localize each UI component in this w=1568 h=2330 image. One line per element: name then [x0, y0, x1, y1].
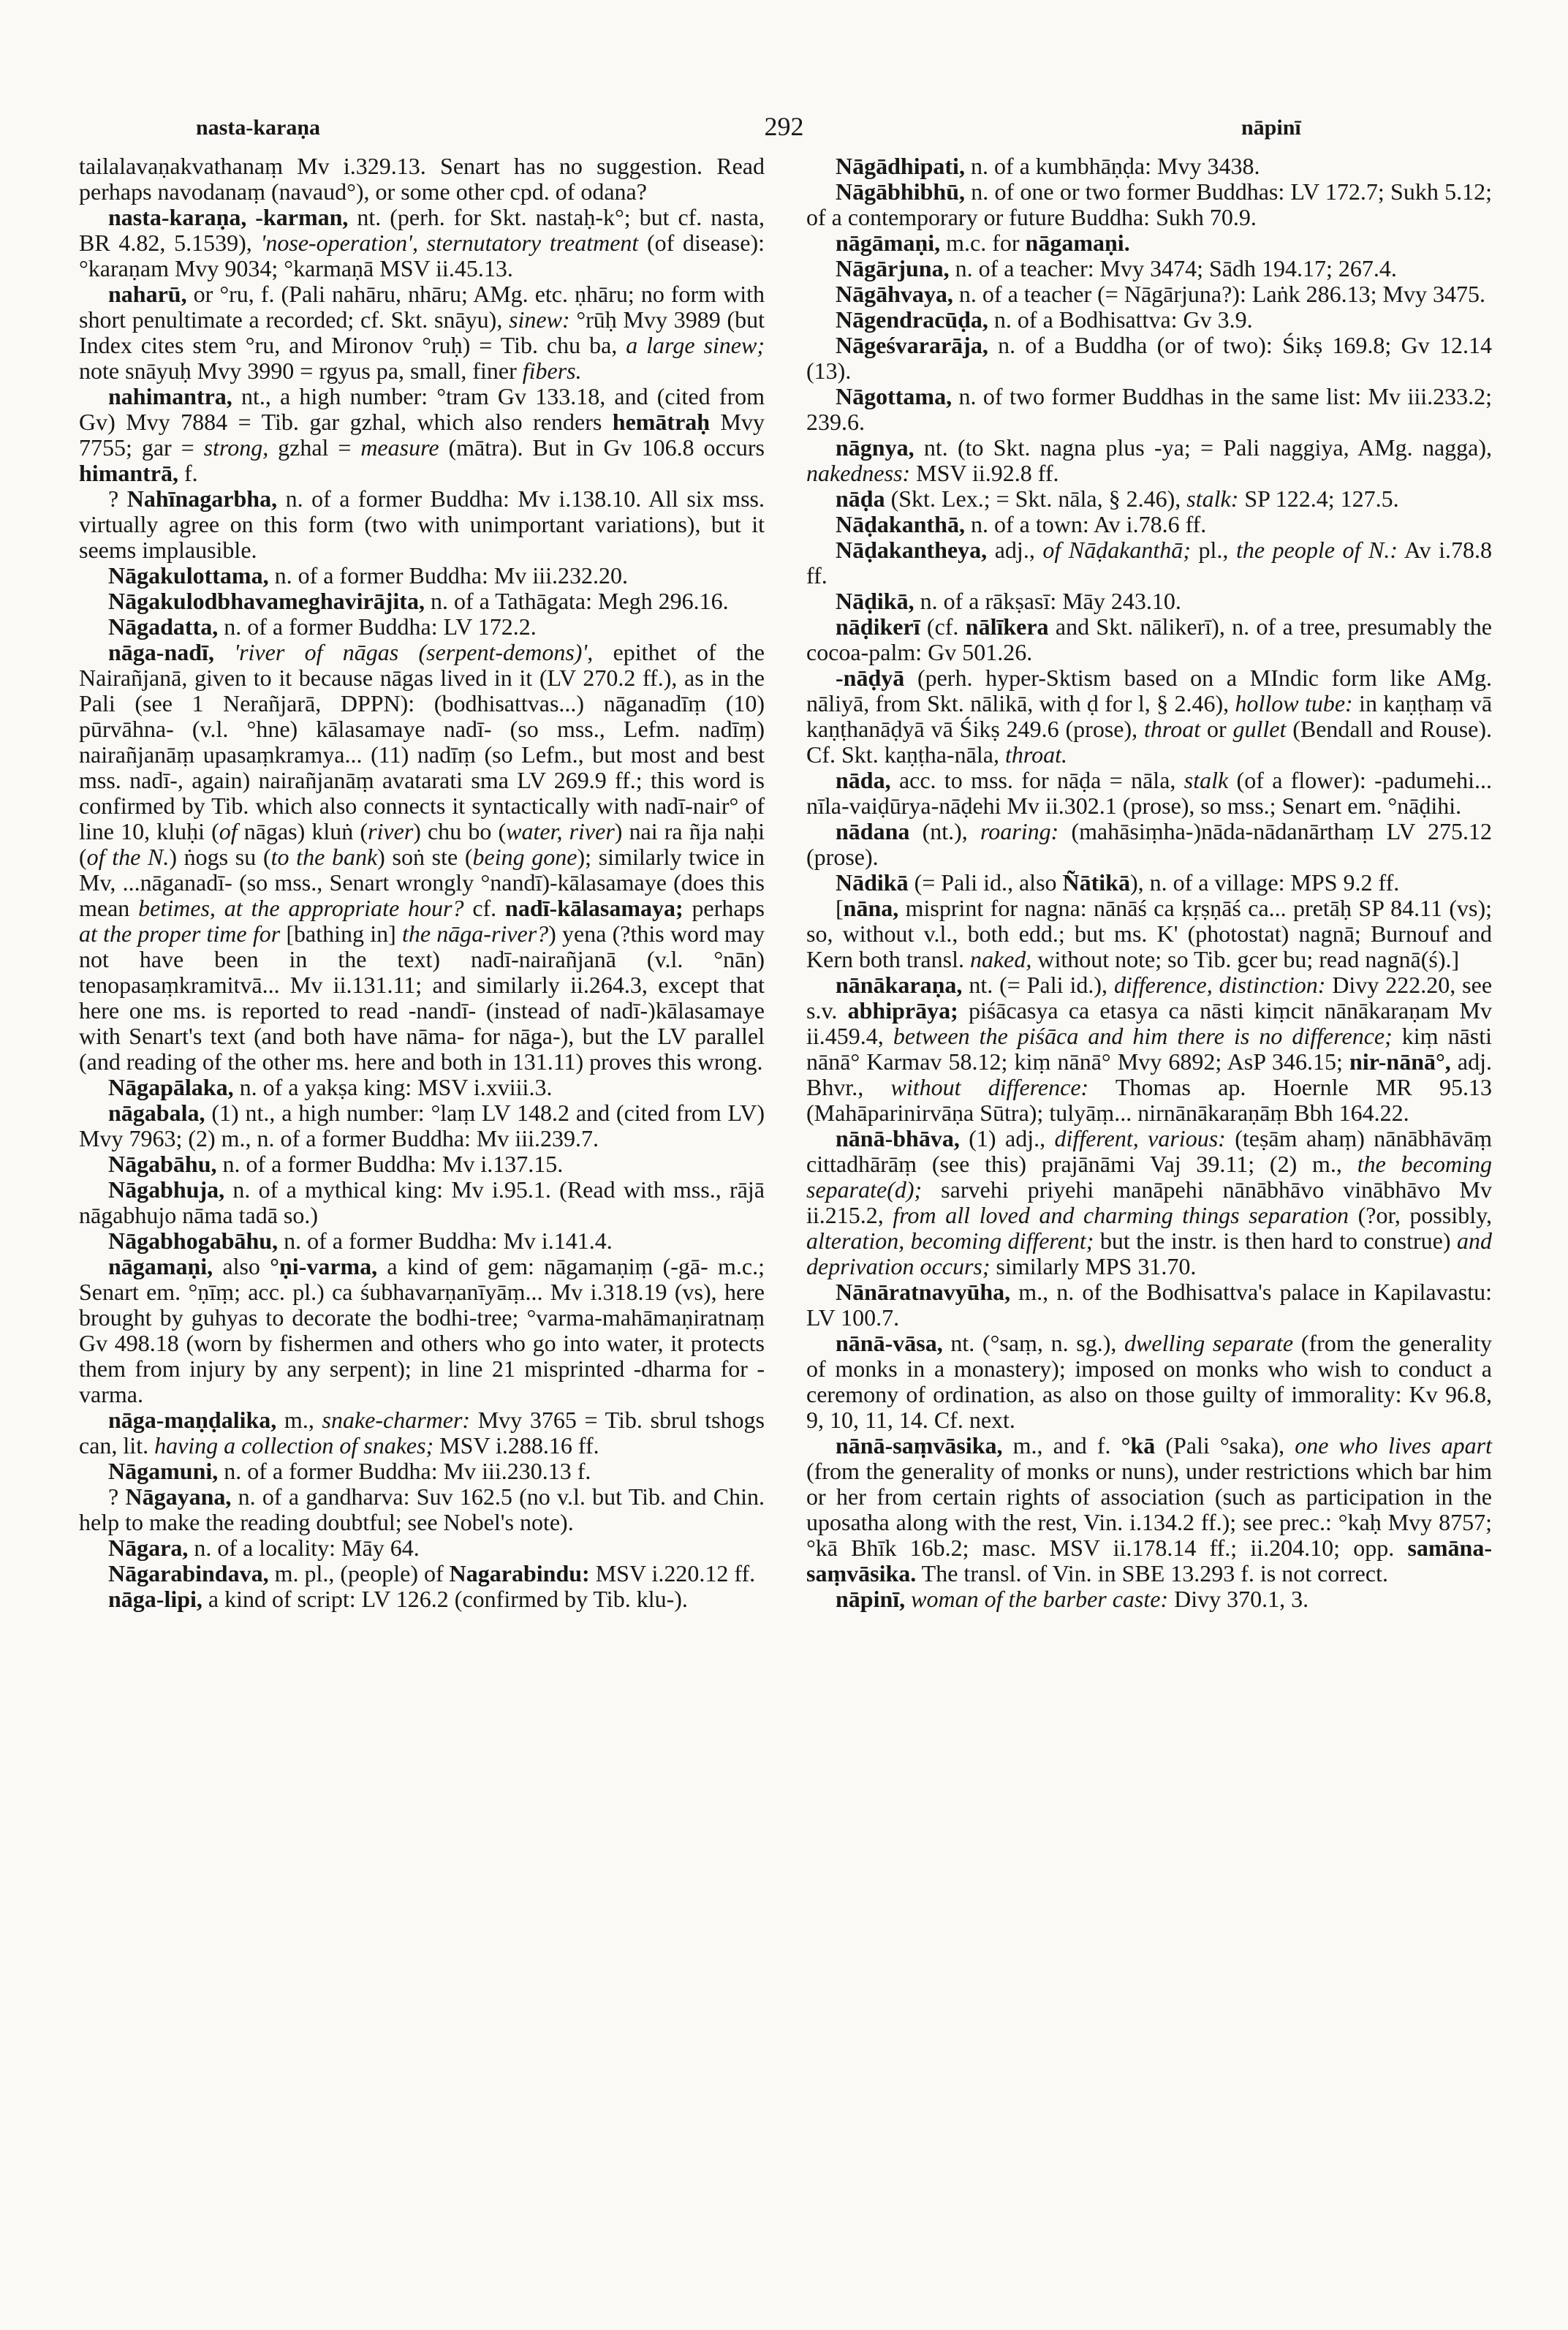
text-run: alteration, becoming different; [806, 1228, 1094, 1254]
text-run: without note; so Tib. gcer bu; read nagnā(ś).] [1031, 946, 1460, 972]
text-run: n. of a mythical king: Mv i.95.1. (Read with mss., rājā nāgabhujo nāma tadā so.) [79, 1176, 765, 1228]
dictionary-entry [806, 665, 1492, 768]
dictionary-entry [806, 1433, 1492, 1586]
text-run: nāgabala, [108, 1100, 205, 1126]
text-run: Nāgapālaka, [108, 1074, 234, 1100]
text-run: °rūḥ Mvy 3989 (but Index cites stem °ru, and Mironov °ruḥ) = Tib. chu ba, [79, 306, 765, 358]
text-run: nāgamaṇi. [1025, 230, 1130, 256]
dictionary-entry [79, 563, 765, 589]
text-run: ? [108, 1483, 126, 1510]
text-run: misprint for nagna: nānāś ca kṛṣṇāś ca... pretāḥ SP 84.11 (vs); so, without v.l., both edd.; but ms. K' (photostat) nagnā; Burnouf and Kern both transl. [806, 895, 1492, 972]
text-run: Nahīnagarbha, [126, 485, 278, 512]
dictionary-entry [79, 589, 765, 614]
text-run: (from the generality of monks in a monastery); imposed on monks who wish to conduct a ceremony of ordination, as also on those guilty of immorality: Kv 96.8, 9, 10, 11, 14. Cf. next. [806, 1330, 1493, 1433]
text-run: nāga-nadī, [108, 639, 214, 665]
text-run: Nāgakulodbhavameghavirājita, [108, 588, 425, 614]
text-run: Mvy 3765 = Tib. sbrul tshogs can, lit. [79, 1407, 765, 1459]
dictionary-page [0, 112, 1568, 2330]
text-run: gzhal = [268, 434, 361, 461]
text-run: Mvy 7755; gar = [79, 409, 765, 461]
text-run: nāḍa [836, 485, 885, 512]
text-run: m., and f. [1002, 1432, 1121, 1459]
text-run: ) ṅogs su ( [169, 844, 271, 870]
text-run: to the bank [270, 844, 378, 870]
text-run: himantrā, [79, 460, 178, 486]
text-run: m., [276, 1407, 322, 1433]
dictionary-entry [806, 512, 1492, 537]
text-run: m., n. of the Bodhisattva's palace in Kapilavastu: LV 100.7. [806, 1279, 1492, 1331]
text-run: between the piśāca and him there is no difference; [893, 1023, 1393, 1049]
text-run: river [368, 818, 414, 844]
text-run: a kind of gem: nāgamaṇiṃ (-gā- m.c.; Senart em. °ṇīṃ; acc. pl.) ca śubhavarṇanīyāṃ... Mv i.318.19 (vs), here brought by guhyas to decorate the bodhi-tree; °varma-mahāmaṇiratnaṃ Gv 498.18 (worn by fishermen and others who go into water, it protects them from injury by any serpent); in line 21 misprinted -dharma for -varma. [79, 1253, 765, 1407]
text-run: a large sinew; [626, 332, 765, 358]
text-run: Thomas ap. Hoernle MR 95.13 (Mahāparinirvāṇa Sūtra); tulyāṃ... nirnānākaraṇāṃ Bbh 164.22. [806, 1074, 1493, 1126]
text-run: strong, [203, 434, 269, 461]
text-run: Nāgara, [108, 1535, 189, 1561]
dictionary-entry [79, 1561, 765, 1586]
text-run: (?or, possibly, [1349, 1202, 1493, 1228]
text-run: Nāgayana, [125, 1483, 232, 1510]
text-run: nt. (°saṃ, n. sg.), [942, 1330, 1125, 1356]
text-run: (cf. [920, 613, 966, 640]
text-run: fibers. [522, 358, 582, 384]
text-run: MSV i.220.12 ff. [589, 1560, 756, 1586]
text-run: nāgnya, [836, 434, 914, 461]
text-run: Nāḍakantheya, [836, 537, 988, 563]
text-run: nāga-maṇḍalika, [108, 1407, 277, 1433]
dictionary-entry [79, 1459, 765, 1484]
text-run: ) chu bo ( [413, 818, 507, 844]
text-run: and Skt. nālikerī), n. of a tree, presumably the cocoa-palm: Gv 501.26. [806, 613, 1493, 665]
text-run: nānā-vāsa, [836, 1330, 943, 1356]
text-run: nahimantra, [108, 383, 232, 409]
text-run: (nt.), [909, 818, 980, 844]
text-run: from all loved and charming things separation [893, 1202, 1349, 1228]
text-run: nt. (= Pali id.), [962, 972, 1114, 998]
dictionary-entry [79, 1586, 765, 1612]
dictionary-entry [806, 972, 1492, 1126]
text-run: m. pl., (people) of [268, 1560, 450, 1586]
dictionary-entry [806, 870, 1492, 896]
text-run: at the proper time for [79, 920, 281, 947]
text-run: Divy 222.20, see s.v. [806, 972, 1493, 1024]
dictionary-entry [806, 256, 1492, 281]
text-run: Nāgarabindava, [108, 1560, 269, 1586]
text-run: Ñātikā [1062, 869, 1130, 896]
text-run: SP 122.4; 127.5. [1238, 485, 1399, 512]
text-run: Nāḍakanthā, [836, 511, 965, 537]
text-run: nālīkera [965, 613, 1049, 640]
text-run: n. of a gandharva: Suv 162.5 (no v.l. but Tib. and Chin. help to make the reading doubtful; see Nobel's note). [79, 1483, 765, 1535]
dictionary-entry [79, 1151, 765, 1177]
text-run: acc. to mss. for nāḍa = nāla, [890, 767, 1184, 793]
text-run: n. of a Tathāgata: Megh 296.16. [424, 588, 729, 614]
text-run: the nāga-river? [402, 920, 549, 947]
text-run: n. of a rākṣasī: Māy 243.10. [914, 588, 1181, 614]
text-run: Nāgāhvaya, [836, 281, 953, 307]
dictionary-entry [79, 1228, 765, 1254]
text-run: Nāgendracūḍa, [836, 306, 988, 333]
dictionary-entry [79, 1484, 765, 1535]
left-column [79, 154, 765, 1612]
text-run: ), n. of a village: MPS 9.2 ff. [1129, 869, 1400, 896]
text-run: Nāḍikā, [836, 588, 914, 614]
text-run: water, river [506, 818, 615, 844]
text-run: [ [836, 895, 844, 921]
text-run: Nāgārjuna, [836, 255, 950, 281]
text-run: nānā-saṃvāsika, [836, 1432, 1003, 1459]
text-run: of the N. [86, 844, 170, 870]
text-run: adj., [987, 537, 1043, 563]
text-run: nāḍikerī [836, 613, 920, 640]
dictionary-entry [79, 281, 765, 384]
text-run: 'nose-operation', sternutatory treatment [260, 230, 639, 256]
text-columns [0, 149, 1568, 1612]
text-run: Nāgābhibhū, [836, 178, 965, 205]
text-run: nādana [836, 818, 910, 844]
text-run: stalk [1183, 767, 1229, 793]
text-run: Nāgadatta, [108, 613, 219, 640]
text-run: °ṇi-varma, [270, 1253, 378, 1279]
dictionary-entry [79, 154, 765, 205]
text-run: a kind of script: LV 126.2 (confirmed by Tib. klu-). [202, 1586, 688, 1612]
text-run: also [213, 1253, 270, 1279]
text-run: n. of a former Buddha: Mv i.138.10. All six mss. virtually agree on this form (two with unimportant variations), but it seems implausible. [79, 485, 765, 563]
text-run: of [219, 818, 238, 844]
text-run: without difference: [890, 1074, 1089, 1100]
text-run: nānā-bhāva, [836, 1125, 960, 1151]
dictionary-entry [806, 1279, 1492, 1331]
text-run: Nāgabhogabāhu, [108, 1228, 279, 1254]
text-run: The transl. of Vin. in SBE 13.293 f. is not correct. [916, 1560, 1388, 1586]
text-run: ) soṅ ste ( [377, 844, 473, 870]
text-run: (mātra). But in Gv 106.8 occurs [439, 434, 765, 461]
text-run: (perh. hyper-Sktism based on a MIndic form like AMg. nāliyā, from Skt. nālikā, with ḍ for l, § 2.46), [806, 665, 1492, 716]
dictionary-entry [79, 1075, 765, 1100]
text-run: (Pali °saka), [1155, 1432, 1295, 1459]
dictionary-entry [806, 1331, 1492, 1433]
text-run: n. of a teacher (= Nāgārjuna?): Laṅk 286.13; Mvy 3475. [952, 281, 1485, 307]
text-run: having a collection of snakes; [154, 1432, 434, 1459]
text-run [214, 639, 234, 665]
text-run: ) yena (?this word may not have been in the text) nadī-nairañjanā (v.l. °nān) tenopasaṃkramitvā... Mv ii.131.11; and similarly ii.264.3, except that here one ms. is reported to read -nandī- (instead of nadī-)kālasamaye with Senart's text (and both have nāma- for nāga-), but the LV parallel (and reading of the other ms. here and both in 131.11) proves this wrong. [79, 920, 765, 1075]
text-run: nadī-kālasamaya; [505, 895, 683, 921]
text-run: in kaṇṭhaṃ vā kaṇṭhanāḍyā vā Śikṣ 249.6 (prose), [806, 690, 1493, 742]
text-run: woman of the barber caste: [911, 1586, 1169, 1612]
text-run: Nāgabhuja, [108, 1176, 225, 1203]
text-run: cf. [463, 895, 506, 921]
text-run: throat [1144, 716, 1201, 742]
text-run: Nādikā [836, 869, 909, 896]
text-run: °kā [1121, 1432, 1156, 1459]
text-run: nāda, [836, 767, 891, 793]
dictionary-entry [806, 435, 1492, 486]
dictionary-entry [806, 614, 1492, 665]
text-run: ) nai ra ñja naḥi ( [79, 818, 765, 870]
text-run: n. of a locality: Māy 64. [188, 1535, 420, 1561]
text-run: Nagarabindu: [449, 1560, 590, 1586]
guide-word-right: nāpinī [1241, 116, 1301, 140]
dictionary-entry [79, 614, 765, 640]
text-run: Nāgamuni, [108, 1458, 219, 1484]
dictionary-entry [79, 486, 765, 563]
text-run: gullet [1232, 716, 1287, 742]
dictionary-entry [79, 384, 765, 486]
text-run: one who lives apart [1295, 1432, 1493, 1459]
text-run: Nāgottama, [836, 383, 952, 409]
dictionary-entry [806, 768, 1492, 819]
right-column [806, 154, 1492, 1612]
text-run: n. of a former Buddha: Mv iii.232.20. [268, 562, 629, 589]
text-run: different, various: [1054, 1125, 1226, 1151]
text-run: ); similarly twice in Mv, ...nāganadī- (so mss., Senart wrongly °nandī)-kālasamaye (does this mean [79, 844, 765, 921]
text-run: difference, distinction: [1113, 972, 1326, 998]
page-header [0, 112, 1568, 149]
text-run: but the instr. is then hard to construe) [1094, 1228, 1458, 1254]
text-run: MSV i.288.16 ff. [433, 1432, 599, 1459]
text-run: note snāyuḥ Mvy 3990 = rgyus pa, small, finer [79, 358, 523, 384]
text-run: perhaps [683, 895, 765, 921]
dictionary-entry [806, 1126, 1492, 1279]
dictionary-entry [806, 819, 1492, 870]
text-run: throat. [1004, 741, 1067, 768]
text-run: (of disease): °karaṇam Mvy 9034; °karmaṇā MSV ii.45.13. [79, 230, 765, 281]
dictionary-entry [79, 1254, 765, 1407]
text-run: 'river of nāgas (serpent-demons)', [234, 639, 594, 665]
text-run: Nāgādhipati, [836, 153, 965, 179]
text-run: the becoming separate(d); [806, 1151, 1493, 1203]
text-run: n. of a former Buddha: Mv i.137.15. [216, 1151, 564, 1177]
dictionary-entry [806, 281, 1492, 307]
text-run: Nāgabāhu, [108, 1151, 217, 1177]
dictionary-entry [79, 1100, 765, 1151]
dictionary-entry [79, 1535, 765, 1561]
text-run: nāgāmaṇi, [836, 230, 941, 256]
text-run: (1) adj., [959, 1125, 1055, 1151]
text-run: (Skt. Lex.; = Skt. nāla, § 2.46), [885, 485, 1187, 512]
dictionary-entry [79, 640, 765, 1075]
dictionary-entry [806, 486, 1492, 512]
text-run: of Nāḍakanthā; [1042, 537, 1191, 563]
text-run: [bathing in] [280, 920, 402, 947]
text-run [905, 1586, 911, 1612]
text-run: kiṃ nāsti nānā° Karmav 58.12; kiṃ nānā° Mvy 6892; AsP 346.15; [806, 1023, 1493, 1075]
text-run: ? [108, 485, 127, 512]
text-run: being gone [472, 844, 577, 870]
text-run: nasta-karaṇa, -karman, [108, 204, 349, 230]
text-run: (teṣām ahaṃ) nānābhāvāṃ cittadhārāṃ (see this) prajānāmi Vaj 39.11; (2) m., [806, 1125, 1493, 1177]
text-run: betimes, at the appropriate hour? [138, 895, 464, 921]
dictionary-entry [806, 333, 1492, 384]
text-run: or [1200, 716, 1233, 742]
text-run: nāna, [843, 895, 899, 921]
text-run: the people of N.: [1236, 537, 1398, 563]
text-run: measure [360, 434, 439, 461]
text-run: n. of a Bodhisattva: Gv 3.9. [988, 306, 1253, 333]
text-run: n. of one or two former Buddhas: LV 172.7; Sukh 5.12; of a contemporary or future Buddha: Sukh 70.9. [806, 178, 1492, 230]
text-run: nir-nānā°, [1349, 1048, 1451, 1075]
dictionary-entry [806, 154, 1492, 179]
text-run: or °ru, f. (Pali nahāru, nhāru; AMg. etc. ṇhāru; no form with short penultimate a recorded; cf. Skt. snāyu), [79, 281, 765, 333]
text-run: MSV ii.92.8 ff. [910, 460, 1059, 486]
text-run: sarvehi priyehi manāpehi nānābhāvo vinābhāvo Mv ii.215.2, [806, 1176, 1492, 1228]
text-run: f. [178, 460, 198, 486]
text-run: nāga-lipi, [108, 1586, 202, 1612]
text-run: roaring: [980, 818, 1059, 844]
page-number: 292 [764, 112, 804, 141]
text-run: Av i.78.8 ff. [806, 537, 1493, 589]
text-run: Divy 370.1, 3. [1168, 1586, 1309, 1612]
dictionary-entry [806, 230, 1492, 256]
text-run: (mahāsiṃha-)nāda-nādanārthaṃ LV 275.12 (prose). [806, 818, 1493, 870]
text-run: (Bendall and Rouse). Cf. Skt. kaṇṭha-nāla, [806, 716, 1493, 768]
text-run: tailalavaṇakvathanaṃ Mv i.329.13. Senart has no suggestion. Read perhaps navodanaṃ (navaud°), or some other cpd. of odana? [79, 153, 765, 205]
text-run: nāgamaṇi, [108, 1253, 213, 1279]
text-run: n. of two former Buddhas in the same list: Mv iii.233.2; 239.6. [806, 383, 1492, 435]
text-run: (of a flower): -padumehi... nīla-vaiḍūrya-nāḍehi Mv ii.302.1 (prose), so mss.; Senart em. °nāḍihi. [806, 767, 1493, 819]
text-run: stalk: [1186, 485, 1239, 512]
text-run: samāna-saṃvāsika. [806, 1535, 1492, 1586]
text-run: hemātraḥ [612, 409, 711, 435]
text-run: n. of a kumbhāṇḍa: Mvy 3438. [964, 153, 1260, 179]
dictionary-entry [79, 1177, 765, 1228]
dictionary-entry [79, 1407, 765, 1459]
text-run: nānākaraṇa, [836, 972, 963, 998]
text-run: hollow tube: [1235, 690, 1353, 716]
text-run: nt., a high number: °tram Gv 133.18, and (cited from Gv) Mvy 7884 = Tib. gar gzhal, which also renders [79, 383, 765, 435]
text-run: similarly MPS 31.70. [990, 1253, 1197, 1279]
dictionary-entry [806, 307, 1492, 333]
dictionary-entry [806, 384, 1492, 435]
text-run: n. of a town: Av i.78.6 ff. [964, 511, 1207, 537]
text-run: nāpinī, [836, 1586, 906, 1612]
text-run: (1) nt., a high number: °laṃ LV 148.2 and (cited from LV) Mvy 7963; (2) m., n. of a former Buddha: Mv iii.239.7. [79, 1100, 765, 1151]
text-run: sinew: [509, 306, 570, 333]
text-run: Nāgakulottama, [108, 562, 269, 589]
text-run: and deprivation occurs; [806, 1228, 1493, 1279]
text-run: pl., [1190, 537, 1237, 563]
text-run: abhiprāya; [847, 997, 958, 1024]
text-run: piśācasya ca etasya ca nāsti kiṃcit nānākaraṇam Mv ii.459.4, [806, 997, 1493, 1049]
text-run: nakedness: [806, 460, 911, 486]
dictionary-entry [806, 179, 1492, 230]
text-run: n. of a former Buddha: Mv i.141.4. [278, 1228, 613, 1254]
text-run: (= Pali id., also [908, 869, 1063, 896]
text-run: n. of a former Buddha: Mv iii.230.13 f. [218, 1458, 591, 1484]
text-run: epithet of the Nairañjanā, given to it because nāgas lived in it (LV 270.2 ff.), as in the Pali (see 1 Nerañjarā, DPPN): (bodhisattvas...) nāganadīṃ (10) pūrvāhna- (v.l. °hne) kālasamaye nadī- (so mss., Lefm. nadīṃ) nairañjanāṃ upasaṃkramya... (11) nadīṃ (so Lefm., but most and best mss. nadī-, again) nairañjanāṃ avatarati sma LV 269.9 ff.; this word is confirmed by Tib. which also connects it syntactically with nadī-nair° of line 10, kluḥi ( [79, 639, 765, 844]
dictionary-entry [806, 1586, 1492, 1612]
dictionary-entry [79, 205, 765, 281]
text-run: dwelling separate [1124, 1330, 1294, 1356]
dictionary-entry [806, 896, 1492, 972]
text-run: (from the generality of monks or nuns), under restrictions which bar him or her from certain rights of association (such as participation in the uposatha along with the rest, Vin. i.134.2 ff.); see prec.: °kaḥ Mvy 8757; °kā Bhīk 16b.2; masc. MSV ii.178.14 ff.; ii.204.10; opp. [806, 1458, 1492, 1561]
guide-word-left: nasta-karaṇa [196, 116, 321, 140]
text-run: snake-charmer: [322, 1407, 471, 1433]
text-run: n. of a Buddha (or of two): Śikṣ 169.8; Gv 12.14 (13). [806, 332, 1492, 384]
text-run: n. of a former Buddha: LV 172.2. [218, 613, 537, 640]
text-run: nt. (to Skt. nagna plus -ya; = Pali naggiya, AMg. nagga), [914, 434, 1492, 461]
text-run: m.c. for [940, 230, 1026, 256]
text-run: n. of a teacher: Mvy 3474; Sādh 194.17; 267.4. [949, 255, 1397, 281]
text-run: naked, [969, 946, 1032, 972]
text-run: -nāḍyā [836, 665, 905, 691]
dictionary-entry [806, 589, 1492, 614]
text-run: Nāgeśvararāja, [836, 332, 988, 358]
dictionary-entry [806, 537, 1492, 589]
text-run: naharū, [108, 281, 187, 307]
text-run: nt. (perh. for Skt. nastaḥ-k°; but cf. nasta, BR 4.82, 5.1539), [79, 204, 765, 256]
text-run: n. of a yakṣa king: MSV i.xviii.3. [233, 1074, 553, 1100]
text-run: adj. Bhvr., [806, 1048, 1493, 1100]
text-run: nāgas) kluṅ ( [237, 818, 368, 844]
text-run: Nānāratnavyūha, [836, 1279, 1011, 1305]
